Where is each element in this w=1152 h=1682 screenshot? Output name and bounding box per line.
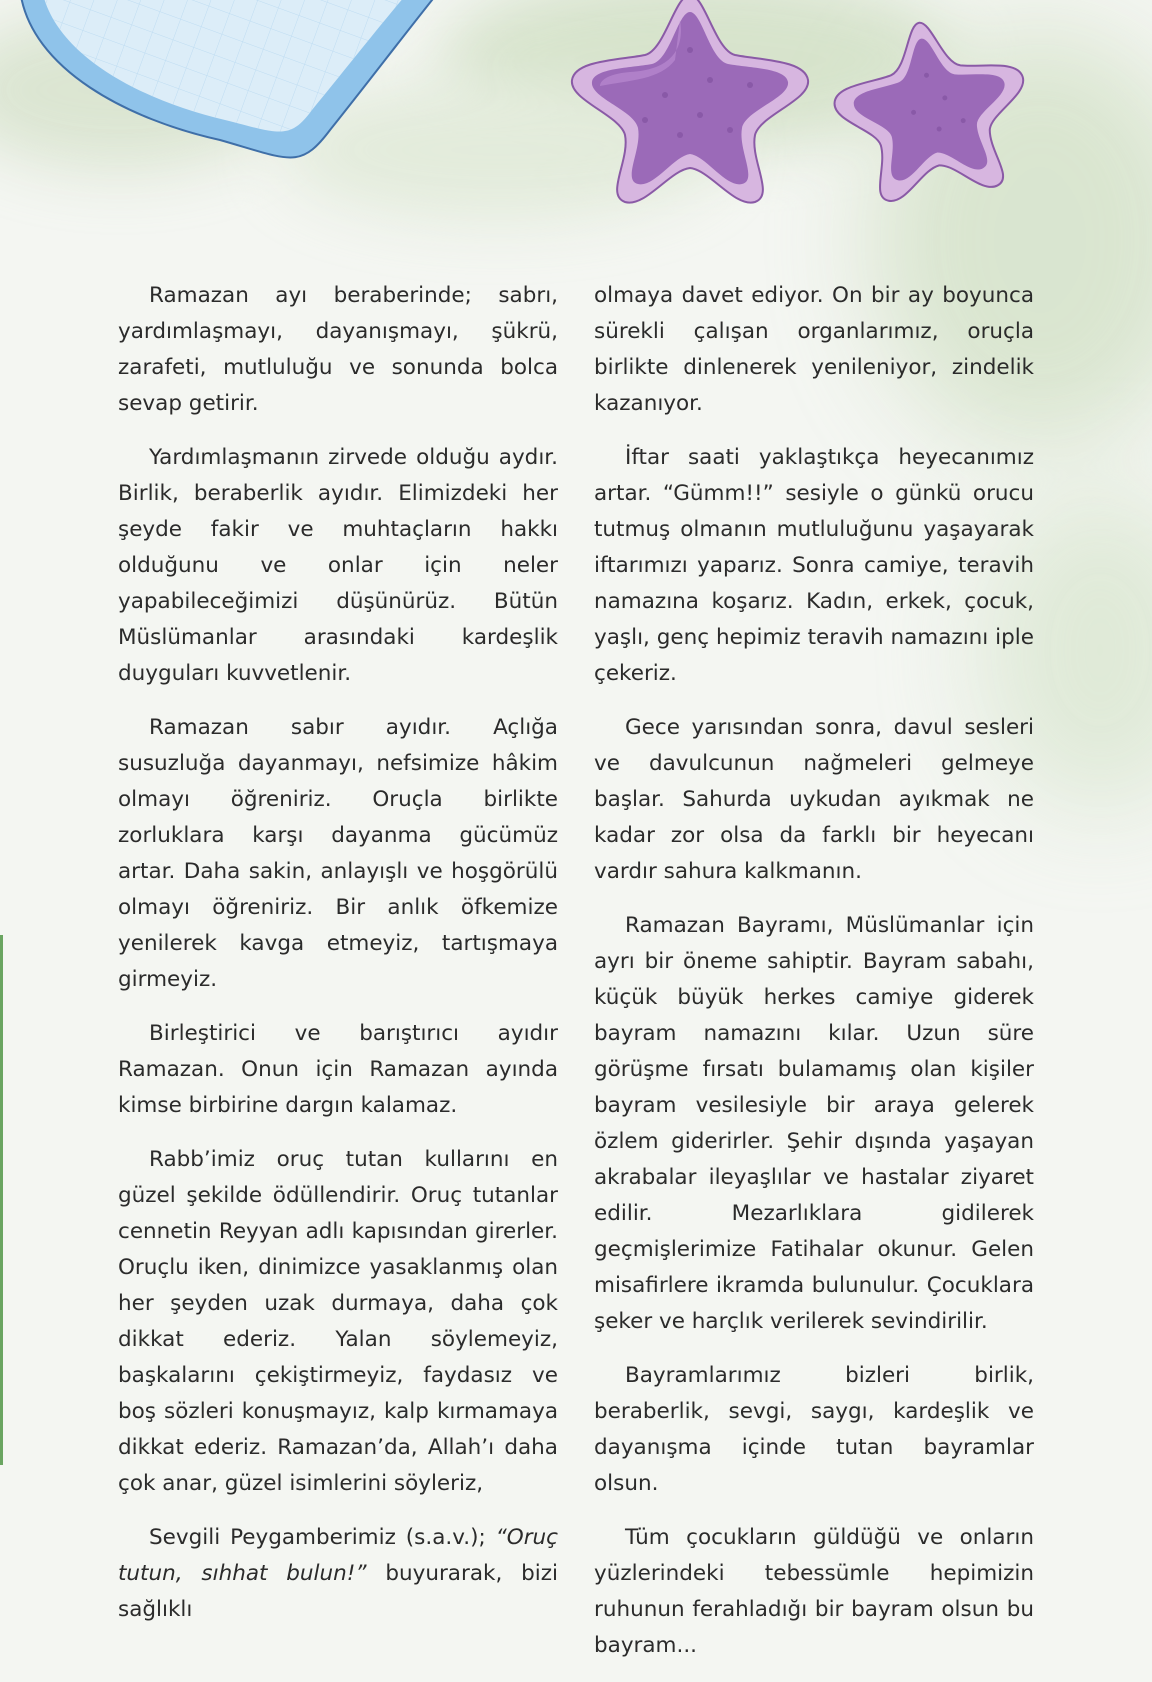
paragraph: Birleştirici ve barıştırıcı ayıdır Ramazan. Onun için Ramazan ayında kimse birbirine dargın kalamaz. — [118, 1021, 558, 1118]
left-edge-strip — [0, 935, 3, 1465]
paragraph: Ramazan Bayramı, Müslümanlar için ayrı bir öneme sahiptir. Bayram sabahı, küçük büyük herkes camiye giderek bayram namazını kılar. Uzun süre görüşme fırsatı bulamamış olan kişiler bayram vesilesiyle bir araya gelerek özlem giderirler. Şehir dışında yaşayan akrabalar ileyaşlılar ve hastalar ziyaret edilir. Mezarlıklara gidilerek geçmişlerimize Fatihalar okunur. Gelen misafirlere ikramda bulunulur. Çocuklara şeker ve harçlık verilerek sevindirilir. — [594, 913, 1034, 1334]
paragraph — [118, 1520, 558, 1628]
paragraph: Ramazan sabır ayıdır. Açlığa susuzluğa dayanmayı, nefsimize hâkim olmayı öğreniriz. Oruçla birlikte zorluklara karşı dayanma gücümüz artar. Daha sakin, anlayışlı ve hoşgörülü olmayı öğreniriz. Bir anlık öfkemize yenilerek kavga etmeyiz, tartışmaya girmeyiz. — [118, 715, 558, 992]
text-span: buyurarak, bizi sağlıklı — [118, 1561, 558, 1622]
paragraph: Gece yarısından sonra, davul sesleri ve davulcunun nağmeleri gelmeye başlar. Sahurda uykudan ayıkmak ne kadar zor olsa da farklı bir heyecanı vardır sahura kalkmanın. — [594, 715, 1034, 884]
paragraph: Yardımlaşmanın zirvede olduğu aydır. Birlik, beraberlik ayıdır. Elimizdeki her şeyde fakir ve muhtaçların hakkı olduğunu ve onlar için neler yapabileceğimizi düşünürüz. Bütün Müslümanlar arasındaki kardeşlik duyguları kuvvetlenir. — [118, 445, 558, 686]
paragraph: Rabb’imiz oruç tutan kullarını en güzel şekilde ödüllendirir. Oruç tutanlar cennetin Reyyan adlı kapısından girerler. Oruçlu iken, dinimizce yasaklanmış olan her şeyden uzak durmaya, daha çok dikkat ederiz. Yalan söylemeyiz, başkalarını çekiştirmeyiz, faydasız ve boş sözleri konuşmayız, kalp kırmamaya dikkat ederiz. Ramazan’da, Allah’ı daha çok anar, güzel isimlerini söyleriz, — [118, 1147, 558, 1496]
paragraph: Tüm çocukların güldüğü ve onların yüzlerindeki tebessümle hepimizin ruhunun ferahladığı bir bayram olsun bu bayram... — [594, 1525, 1034, 1658]
paragraph: İftar saati yaklaştıkça heyecanımız artar. “Gümm!!” sesiyle o günkü orucu tutmuş olmanın mutluluğunu yaşayarak iftarımızı yaparız. Sonra camiye, teravih namazına koşarız. Kadın, erkek, çocuk, yaşlı, genç hepimiz teravih namazını iple çekeriz. — [594, 445, 1034, 686]
right-column — [594, 278, 1034, 1682]
left-column — [118, 278, 558, 1646]
paragraph: Bayramlarımız bizleri birlik, beraberlik, sevgi, saygı, kardeşlik ve dayanışma içinde tutan bayramlar olsun. — [594, 1363, 1034, 1496]
paragraph-continuation: olmaya davet ediyor. On bir ay boyunca sürekli çalışan organlarımız, oruçla birlikte dinlenerek yenileniyor, zindelik kazanıyor. — [594, 283, 1034, 416]
paragraph: Ramazan ayı beraberinde; sabrı, yardımlaşmayı, dayanışmayı, şükrü, zarafeti, mutluluğu ve sonunda bolca sevap getirir. — [118, 283, 558, 416]
text-span: Sevgili Peygamberimiz (s.a.v.); — [149, 1525, 496, 1550]
hadith-quote: “Oruç tutun, sıhhat bulun!” — [118, 1525, 558, 1586]
